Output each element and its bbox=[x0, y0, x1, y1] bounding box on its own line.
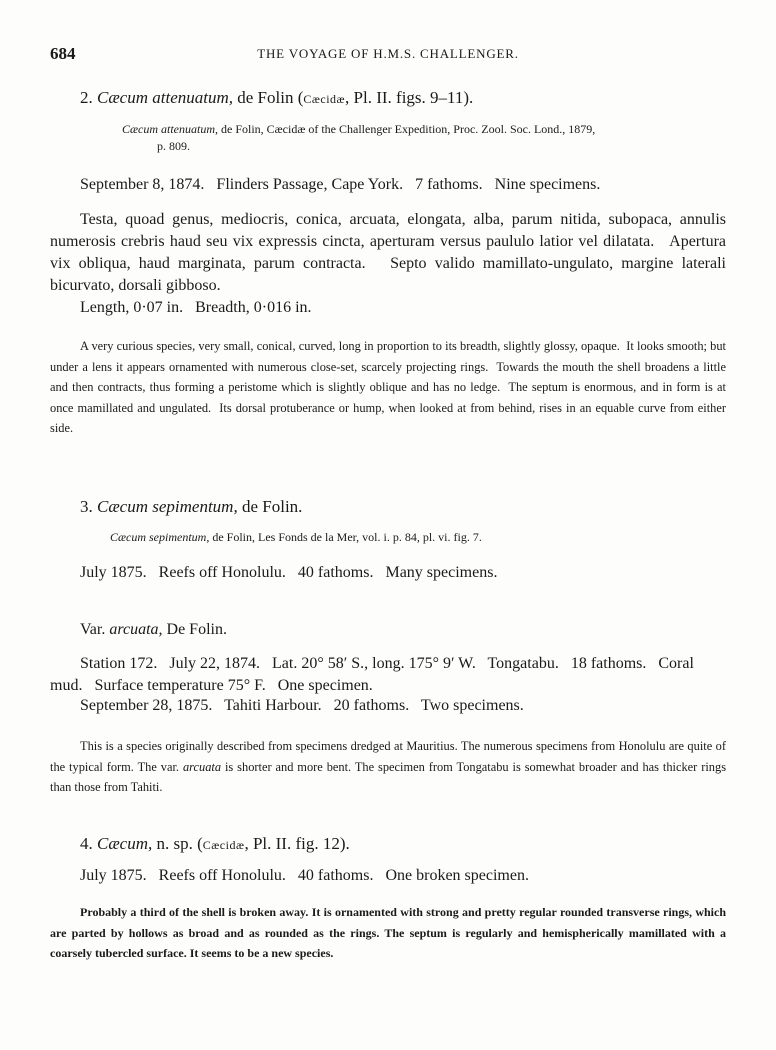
species-3-ref-name: Cæcum sepimentum, bbox=[110, 530, 210, 544]
species-4-record: July 1875. Reefs off Honolulu. 40 fathoms. One broken specimen. bbox=[80, 867, 529, 884]
species-3-number: 3. bbox=[80, 497, 93, 516]
species-2-title bbox=[50, 88, 726, 108]
species-2-genus: Cæcum attenuatum, bbox=[97, 88, 233, 107]
species-3-desc-b: is shorter and more bent. The specimen from Tongatabu is somewhat broader and has thicker rings than those from Tahiti. bbox=[50, 759, 727, 794]
species-2-ref-text: de Folin, Cæcidæ of the Challenger Expedition, Proc. Zool. Soc. Lond., 1879, bbox=[221, 122, 596, 136]
variety-name: arcuata, bbox=[109, 621, 163, 638]
species-3-ref-text: de Folin, Les Fonds de la Mer, vol. i. p. 84, pl. vi. fig. 7. bbox=[212, 530, 482, 544]
species-2-reference bbox=[50, 121, 726, 155]
species-3-desc-italic: arcuata bbox=[182, 759, 222, 774]
variety-label: Var. bbox=[80, 621, 106, 638]
species-3-description bbox=[50, 736, 726, 798]
species-3-reference bbox=[50, 529, 726, 546]
species-2-author: de Folin ( bbox=[237, 88, 304, 107]
running-title: THE VOYAGE OF H.M.S. CHALLENGER. bbox=[257, 46, 519, 61]
species-2-plate: , Pl. II. figs. 9–11). bbox=[345, 88, 474, 107]
species-3-genus: Cæcum sepimentum, bbox=[97, 497, 238, 516]
species-2-measurements: Length, 0·07 in. Breadth, 0·016 in. bbox=[80, 299, 312, 316]
species-2-description: A very curious species, very small, conical, curved, long in proportion to its breadth, slightly glossy, opaque. It looks smooth; but under a lens it appears ornamented with numerous close-set, scarcely projecting rings. Towards the mouth the shell broadens a little and then contracts, thus forming a peristome which is slightly oblique and has no ledge. The septum is enormous, and in form is at once mamillated and ungulated. Its dorsal protuberance or hump, when looked at from behind, rises in an equable curve from either side. bbox=[50, 339, 730, 435]
page-number: 684 bbox=[50, 44, 76, 63]
species-4-family: Cæcidæ bbox=[202, 838, 245, 852]
species-3-title bbox=[50, 497, 726, 517]
species-4-title bbox=[50, 834, 726, 854]
species-3-variety bbox=[50, 621, 726, 639]
species-3-desc-a: This is a species originally described from specimens dredged at Mauritius. The numerous specimens from Honolulu are quite of the typical form. The var. bbox=[50, 739, 726, 774]
species-2-ref-cont: p. 809. bbox=[157, 139, 190, 153]
species-4-rest: n. sp. ( bbox=[156, 834, 203, 853]
species-2-ref-name: Cæcum attenuatum, bbox=[122, 122, 218, 136]
species-4-genus: Cæcum, bbox=[97, 834, 153, 853]
species-2-number: 2. bbox=[80, 88, 93, 107]
species-2-latin-description: Testa, quoad genus, mediocris, conica, arcuata, elongata, alba, parum nitida, subopaca, annulis numerosis crebris haud seu vix expressis cincta, aperturam versus paululo latior vel dilatata. Apertura vix obliqua, haud marginata, parum contracta. Septo valido mamillato-ungulato, margine laterali bicurvato, dorsali gibboso. bbox=[50, 211, 730, 294]
species-2-record: September 8, 1874. Flinders Passage, Cape York. 7 fathoms. Nine specimens. bbox=[80, 176, 601, 193]
running-header bbox=[50, 44, 726, 68]
species-3-record-2: September 28, 1875. Tahiti Harbour. 20 fathoms. Two specimens. bbox=[80, 697, 524, 714]
species-3-station: Station 172. July 22, 1874. Lat. 20° 58′ S., long. 175° 9′ W. Tongatabu. 18 fathoms. Coral mud. Surface temperature 75° F. One specimen. bbox=[50, 655, 698, 694]
species-4-plate: , Pl. II. fig. 12). bbox=[244, 834, 350, 853]
variety-author: De Folin. bbox=[166, 621, 227, 638]
species-3-author: de Folin. bbox=[241, 497, 303, 516]
species-3-record: July 1875. Reefs off Honolulu. 40 fathoms. Many specimens. bbox=[80, 564, 498, 581]
species-4-description: Probably a third of the shell is broken away. It is ornamented with strong and pretty regular rounded transverse rings, which are parted by hollows as broad and as rounded as the rings. The septum is regularly and hemispherically mamillated with a coarsely tubercled surface. It seems to be a new species. bbox=[50, 905, 726, 960]
species-4-number: 4. bbox=[80, 834, 93, 853]
species-2-family: Cæcidæ bbox=[303, 92, 346, 106]
